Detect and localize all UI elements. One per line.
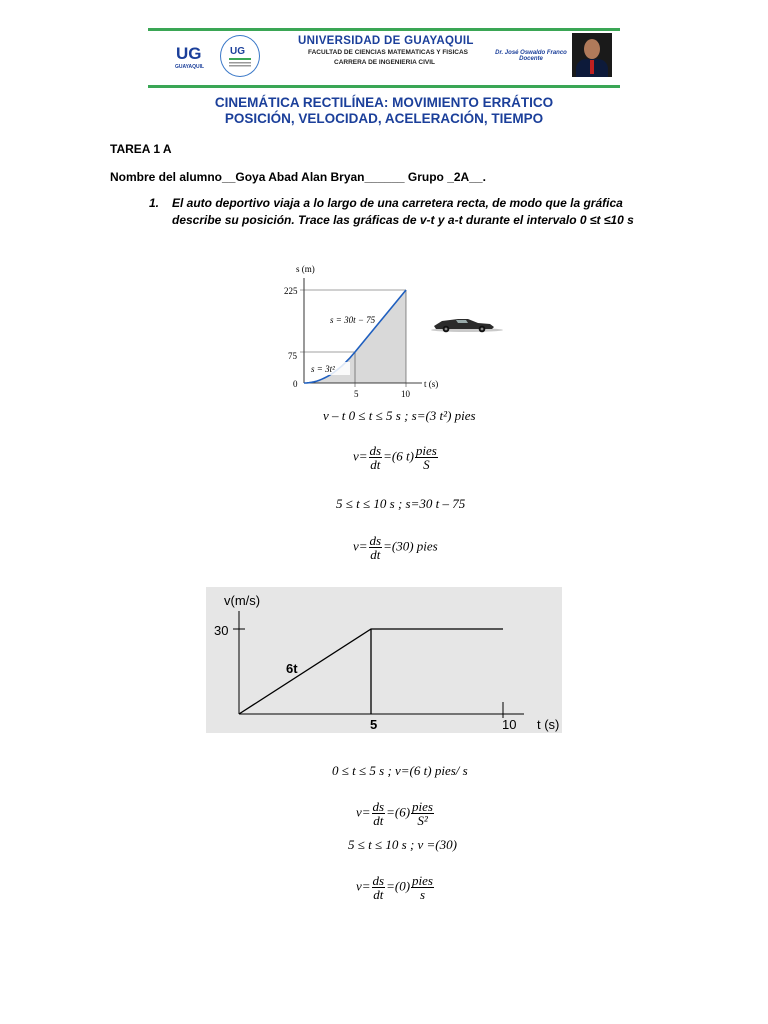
teacher-photo bbox=[572, 33, 612, 77]
teacher-role: Docente bbox=[519, 56, 543, 62]
problem-text-line1: El auto deportivo viaja a lo largo de una carretera recta, de modo que la gráfica bbox=[172, 196, 623, 210]
velocity-time-chart bbox=[206, 587, 562, 733]
faculty-name: FACULTAD DE CIENCIAS MATEMATICAS Y FISICAS bbox=[308, 49, 468, 56]
st-y-tick-225: 225 bbox=[284, 286, 298, 296]
problem-text-line2: describe su posición. Trace las gráficas de v-t y a-t durante el intervalo 0 ≤t ≤10 s bbox=[172, 213, 634, 227]
equation-a-6: v= $\frac{ds}{dt}$ =(6) $\frac{\text{pies}}{\text{S²}}$ bbox=[356, 799, 433, 828]
st-label-lower: s = 3t² bbox=[311, 364, 335, 374]
st-x-label: t (s) bbox=[424, 379, 439, 389]
st-x-tick-10: 10 bbox=[401, 389, 410, 399]
equation-vt-interval-2: 5 ≤ t ≤ 10 s ; v =(30) bbox=[348, 837, 457, 852]
page-title-line2: POSICIÓN, VELOCIDAD, ACELERACIÓN, TIEMPO bbox=[224, 111, 544, 126]
ug-logo-icon bbox=[174, 39, 206, 71]
equation-v-30: v= $\frac{ds}{dt}$ =(30) pies bbox=[353, 533, 438, 562]
vt-x-tick-10: 10 bbox=[502, 717, 517, 732]
st-label-upper: s = 30t − 75 bbox=[330, 315, 376, 325]
equation-st-interval-2: 5 ≤ t ≤ 10 s ; s=30 t – 75 bbox=[336, 496, 466, 511]
svg-text:UG: UG bbox=[176, 44, 202, 63]
assignment-label: TAREA 1 A bbox=[110, 142, 172, 156]
vt-y-label: v(m/s) bbox=[224, 593, 261, 608]
st-y-tick-75: 75 bbox=[288, 351, 297, 361]
equation-a-0: v= $\frac{ds}{dt}$ =(0) $\frac{\text{pies}}{s}$ bbox=[356, 873, 433, 902]
vt-x-tick-5: 5 bbox=[370, 717, 378, 732]
career-name: CARRERA DE INGENIERIA CIVIL bbox=[334, 59, 435, 66]
position-time-chart bbox=[282, 258, 522, 404]
svg-text:GUAYAQUIL: GUAYAQUIL bbox=[175, 64, 205, 70]
svg-text:UG: UG bbox=[230, 46, 245, 57]
st-y-label: s (m) bbox=[296, 264, 315, 274]
student-line: Nombre del alumno__Goya Abad Alan Bryan______ Grupo _2A__. bbox=[110, 170, 486, 184]
equation-vt-interval-1: 0 ≤ t ≤ 5 s ; v=(6 t) pies/ s bbox=[332, 763, 468, 778]
teacher-label bbox=[490, 50, 572, 62]
page-title-line1: CINEMÁTICA RECTILÍNEA: MOVIMIENTO ERRÁTICO bbox=[214, 95, 554, 110]
teacher-name: Dr. José Oswaldo Franco bbox=[495, 50, 567, 56]
faculty-seal-icon bbox=[220, 35, 260, 77]
problem-number: 1. bbox=[149, 196, 160, 210]
vt-x-label: t (s) bbox=[537, 717, 560, 732]
st-y-tick-0: 0 bbox=[293, 379, 298, 389]
vt-annotation-6t: 6t bbox=[286, 661, 298, 676]
header-banner bbox=[148, 28, 620, 88]
st-x-tick-5: 5 bbox=[354, 389, 359, 399]
equation-st-interval-1: v – t 0 ≤ t ≤ 5 s ; s=(3 t²) pies bbox=[323, 408, 476, 423]
vt-y-tick-30: 30 bbox=[214, 623, 229, 638]
university-name: UNIVERSIDAD DE GUAYAQUIL bbox=[298, 35, 474, 47]
equation-v-6t: v= $\frac{ds}{dt}$ =(6 t) $\frac{\text{pies}}{S}$ bbox=[353, 443, 437, 472]
sports-car-icon bbox=[431, 319, 503, 332]
